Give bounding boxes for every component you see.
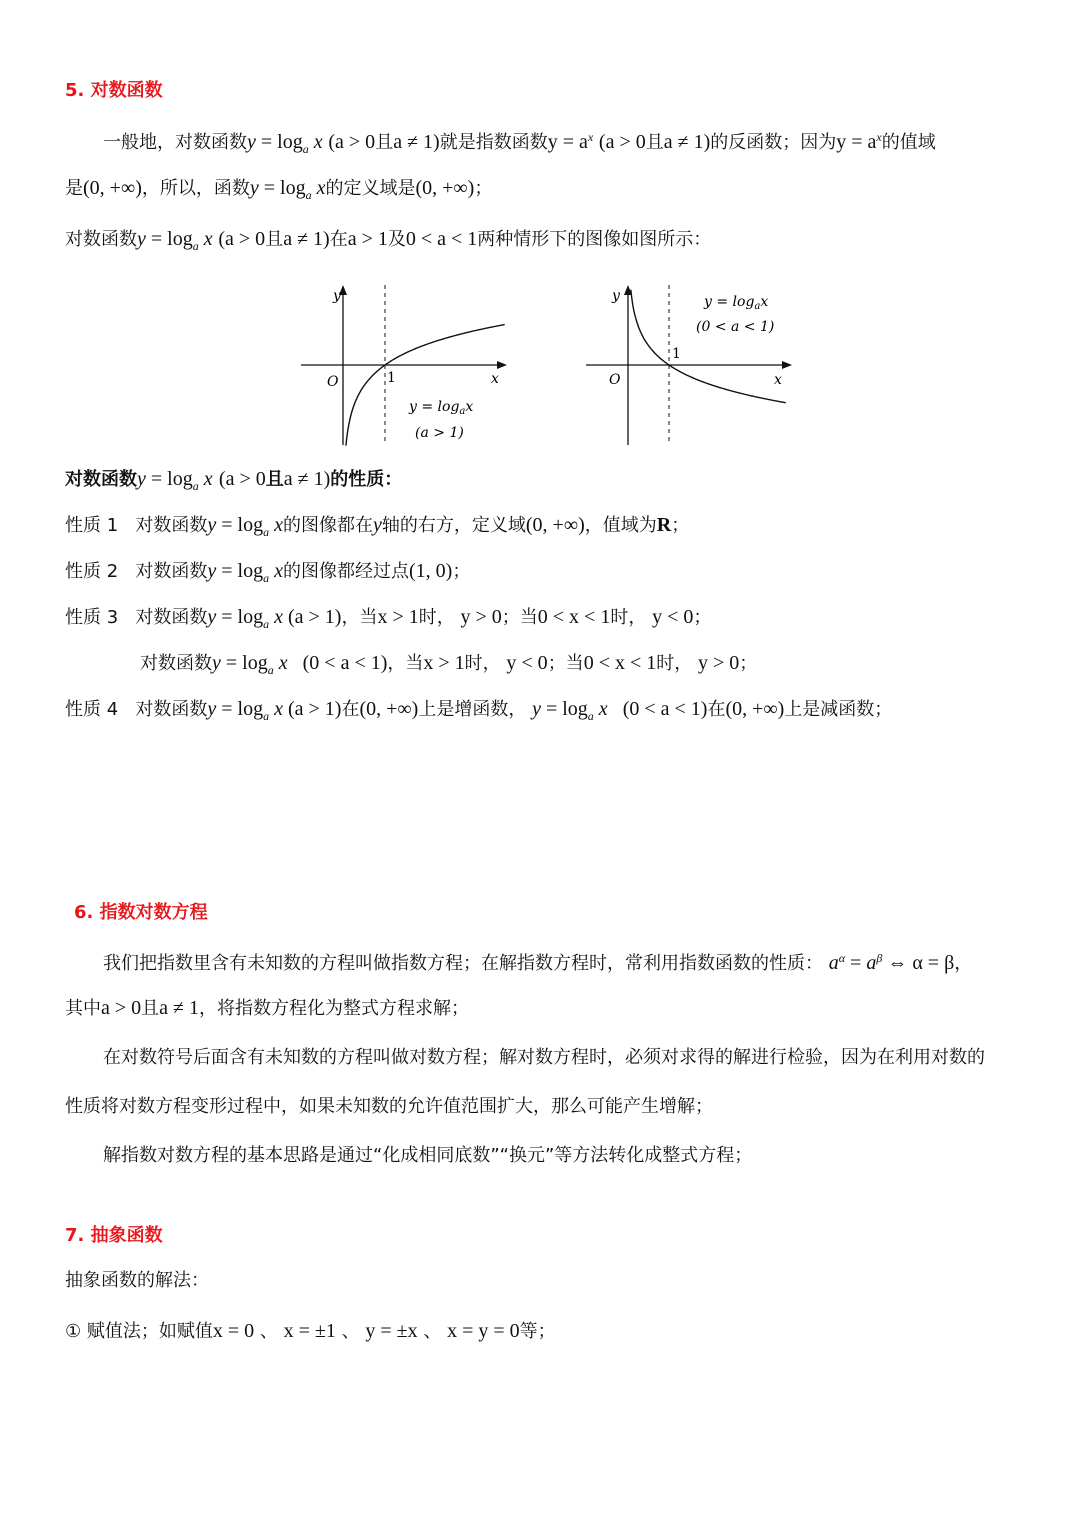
text: 两种情形下的图像如图所示： xyxy=(477,229,712,250)
section-6-paragraph-1: 我们把指数里含有未知数的方程叫做指数方程；在解指数方程时，常利用指数函数的性质： $a^\alpha = a^\beta$ ⇔ α = β， xyxy=(103,951,973,974)
section-6-paragraph-4: 性质将对数方程变形过程中，如果未知数的允许值范围扩大，那么可能产生增解； xyxy=(65,1096,713,1117)
text: 一般地，对数函数 xyxy=(103,132,247,153)
property-4: 性质 4 对数函数$y = \log_a x$ (a > 1)在(0, +∞)上是增函数， $y = \log_a x$ (0 < a < 1)在(0, +∞)上是减函数； xyxy=(65,698,893,723)
section-5-paragraph-1-line-2 xyxy=(65,175,492,208)
text: 的性质： xyxy=(330,469,403,490)
property-2: 性质 2 对数函数$y = \log_a x$的图像都经过点(1, 0)； xyxy=(65,560,471,585)
origin-label: O xyxy=(327,374,339,390)
section-7-item-1: ① 赋值法；如赋值x = 0 、 x = ±1 、 y = ±x 、 x = y = 0等； xyxy=(65,1320,556,1342)
origin-label: O xyxy=(609,372,621,388)
section-6-paragraph-5: 解指数对数方程的基本思路是通过“化成相同底数”“换元”等方法转化成整式方程； xyxy=(103,1145,753,1166)
exp-formula: $y = a^x$ xyxy=(836,130,882,153)
x-axis-label: x xyxy=(491,371,499,387)
caption-line-2: (a > 1) xyxy=(415,425,464,441)
log-formula: $y = \log_a x$ xyxy=(247,131,323,156)
text: 的反函数；因为 xyxy=(710,132,837,153)
condition: a > 1 xyxy=(347,228,388,250)
text: ，所以，函数 xyxy=(141,178,250,199)
caption-line-1: $y = \log_ax$ xyxy=(409,399,474,417)
section-6-heading: 6. 指数对数方程 xyxy=(74,902,208,923)
text: 的定义域是 xyxy=(325,178,416,199)
properties-title: 对数函数$y = \log_a x$ (a > 0且a ≠ 1)的性质： xyxy=(65,468,403,493)
x-axis-arrow xyxy=(497,361,507,369)
one-label: 1 xyxy=(672,346,681,362)
section-5-heading: 5. 对数函数 xyxy=(65,80,163,101)
graph-log-a-gt-1-svg xyxy=(295,280,515,450)
property-1: 性质 1 对数函数$y = \log_a x$的图像都在y轴的右方，定义域(0, +∞)，值域为R； xyxy=(65,514,690,539)
y-axis-label: y xyxy=(612,288,620,304)
caption-line-2: (0 < a < 1) xyxy=(696,319,775,335)
log-formula: $y = \log_a x$ xyxy=(249,177,326,202)
property-label: 性质 2 xyxy=(65,561,119,582)
section-7-intro: 抽象函数的解法： xyxy=(65,1270,209,1291)
property-label: 性质 3 xyxy=(65,607,119,628)
section-6-paragraph-3: 在对数符号后面含有未知数的方程叫做对数方程；解对数方程时，必须对求得的解进行检验，因为在利用对数的 xyxy=(103,1047,985,1068)
exp-formula: $y = a^x$ xyxy=(547,130,594,153)
condition: 0 < a < 1 xyxy=(405,228,478,250)
text: 在 xyxy=(329,229,348,250)
log-formula: $y = \log_a x$ xyxy=(137,468,213,493)
section-5-paragraph-1-line-1: 一般地，对数函数$y = \log_a x$ (a > 0且a ≠ 1)就是指数函数$y = a^x$ (a > 0且a ≠ 1)的反函数；因为$y = a^x$的值域 xyxy=(103,130,936,156)
text: 是 xyxy=(65,178,83,199)
graph-log-a-lt-1-svg xyxy=(580,280,800,450)
section-7-heading: 7. 抽象函数 xyxy=(65,1225,163,1246)
caption-line-1: $y = \log_ax$ xyxy=(704,294,769,312)
text: 的值域 xyxy=(881,132,936,153)
exp-equation: $a^\alpha = a^\beta$ ⇔ α = β xyxy=(828,951,955,974)
text: 对数函数 xyxy=(65,229,137,250)
text: 就是指数函数 xyxy=(439,132,548,153)
property-3: 性质 3 对数函数$y = \log_a x$ (a > 1)，当x > 1时， y > 0；当0 < x < 1时， y < 0； xyxy=(65,606,712,631)
log-formula: $y = \log_a x$ xyxy=(137,228,213,253)
condition: (a > 0 xyxy=(328,131,376,153)
property-label: 性质 1 xyxy=(65,515,119,536)
domain: (0, +∞) xyxy=(83,177,142,199)
x-axis-arrow xyxy=(782,361,792,369)
text: ； xyxy=(474,178,493,199)
graph-log-a-lt-1 xyxy=(580,280,800,455)
text: 对数函数 xyxy=(65,469,137,490)
x-axis-label: x xyxy=(774,372,782,388)
condition: (a > 0 xyxy=(598,131,646,153)
domain: (0, +∞) xyxy=(415,177,475,199)
property-label: 性质 4 xyxy=(65,699,119,720)
y-axis-label: y xyxy=(333,288,341,304)
graph-log-a-gt-1 xyxy=(295,280,515,455)
text: 及 xyxy=(387,229,406,250)
one-label: 1 xyxy=(387,370,396,386)
section-6-paragraph-2: 其中a > 0且a ≠ 1，将指数方程化为整式方程求解； xyxy=(65,997,470,1019)
section-5-paragraph-2: 对数函数$y = \log_a x$ (a > 0且a ≠ 1)在a > 1及0 < a < 1两种情形下的图像如图所示： xyxy=(65,228,712,253)
property-3-continued: 对数函数$y = \log_a x$ (0 < a < 1)，当x > 1时， y < 0；当0 < x < 1时， y > 0； xyxy=(140,652,758,677)
